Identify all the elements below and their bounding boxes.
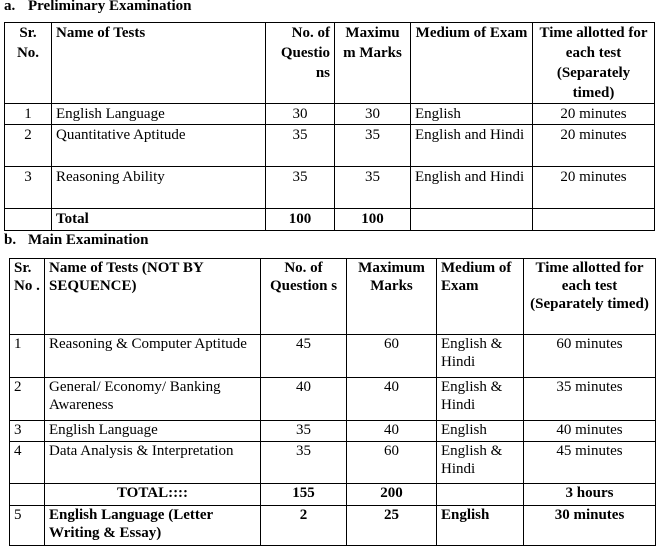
test-name-cell: English Language: [52, 104, 266, 125]
main-header-row: [10, 259, 656, 335]
table-row: [10, 506, 656, 546]
medium-cell: English & Hindi: [437, 442, 524, 484]
sr-cell: 3: [10, 421, 45, 442]
table-row: [10, 442, 656, 484]
test-name-cell: English Language: [45, 421, 261, 442]
test-name-cell: Quantitative Aptitude: [52, 125, 266, 167]
marks-cell: 60: [347, 335, 437, 378]
time-cell: 35 minutes: [524, 378, 656, 421]
sr-cell: 2: [10, 378, 45, 421]
prelim-section-text: Preliminary Examination: [28, 0, 192, 14]
time-cell: 20 minutes: [533, 167, 655, 209]
prelim-header-marks: Maximu m Marks: [335, 23, 411, 104]
prelim-section-title: [4, 0, 191, 15]
marks-cell: 25: [347, 506, 437, 546]
prelim-header-medium: Medium of Exam: [411, 23, 533, 104]
prelim-exam-table: [4, 22, 655, 231]
table-row: [10, 421, 656, 442]
test-name-cell: English Language (Letter Writing & Essay): [45, 506, 261, 546]
marks-cell: 40: [347, 421, 437, 442]
time-cell: 60 minutes: [524, 335, 656, 378]
questions-cell: 30: [266, 104, 335, 125]
main-section-label: b.: [4, 232, 17, 248]
test-name-cell: General/ Economy/ Banking Awareness: [45, 378, 261, 421]
questions-cell: 35: [261, 421, 347, 442]
table-row: [10, 378, 656, 421]
time-cell: 40 minutes: [524, 421, 656, 442]
prelim-header-name: Name of Tests: [52, 23, 266, 104]
prelim-header-time: Time allotted for each test (Separately timed): [533, 23, 655, 104]
sr-cell: 3: [5, 167, 52, 209]
table-row: [5, 167, 655, 209]
medium-cell: English: [411, 104, 533, 125]
sr-cell: 2: [5, 125, 52, 167]
time-cell: 20 minutes: [533, 125, 655, 167]
time-cell: 20 minutes: [533, 104, 655, 125]
test-name-cell: Reasoning & Computer Aptitude: [45, 335, 261, 378]
test-name-cell: Reasoning Ability: [52, 167, 266, 209]
main-header-sr: Sr. No .: [10, 259, 45, 335]
prelim-header-row: [5, 23, 655, 104]
medium-cell: English: [437, 421, 524, 442]
sr-cell: 1: [10, 335, 45, 378]
sr-cell: 1: [5, 104, 52, 125]
main-header-name: Name of Tests (NOT BY SEQUENCE): [45, 259, 261, 335]
medium-cell: English and Hindi: [411, 125, 533, 167]
test-name-cell: Data Analysis & Interpretation: [45, 442, 261, 484]
medium-cell: English and Hindi: [411, 167, 533, 209]
prelim-header-questions: No. of Questio ns: [266, 23, 335, 104]
prelim-total-row: [5, 209, 655, 231]
questions-cell: 2: [261, 506, 347, 546]
table-row: [5, 104, 655, 125]
questions-cell: 35: [266, 125, 335, 167]
questions-cell: 35: [261, 442, 347, 484]
time-cell: 45 minutes: [524, 442, 656, 484]
medium-cell: English: [437, 506, 524, 546]
total-questions: 100: [266, 209, 335, 231]
main-section-title: [4, 232, 148, 249]
marks-cell: 60: [347, 442, 437, 484]
main-section-text: Main Examination: [28, 232, 149, 248]
main-header-medium: Medium of Exam: [437, 259, 524, 335]
sr-cell: 5: [10, 506, 45, 546]
prelim-section-label: a.: [4, 0, 16, 14]
questions-cell: 35: [266, 167, 335, 209]
main-exam-table: [9, 258, 656, 546]
total-questions: 155: [261, 484, 347, 506]
marks-cell: 30: [335, 104, 411, 125]
marks-cell: 35: [335, 167, 411, 209]
main-header-time: Time allotted for each test (Separately timed): [524, 259, 656, 335]
total-label: Total: [52, 209, 266, 231]
questions-cell: 40: [261, 378, 347, 421]
time-cell: 30 minutes: [524, 506, 656, 546]
main-header-marks: Maximum Marks: [347, 259, 437, 335]
marks-cell: 40: [347, 378, 437, 421]
total-marks: 200: [347, 484, 437, 506]
medium-cell: English & Hindi: [437, 378, 524, 421]
table-row: [5, 125, 655, 167]
sr-cell: 4: [10, 442, 45, 484]
total-label: TOTAL::::: [45, 484, 261, 506]
questions-cell: 45: [261, 335, 347, 378]
marks-cell: 35: [335, 125, 411, 167]
medium-cell: English & Hindi: [437, 335, 524, 378]
main-header-questions: No. of Question s: [261, 259, 347, 335]
prelim-header-sr: Sr. No.: [5, 23, 52, 104]
main-total-row: [10, 484, 656, 506]
table-row: [10, 335, 656, 378]
total-time: 3 hours: [524, 484, 656, 506]
total-marks: 100: [335, 209, 411, 231]
